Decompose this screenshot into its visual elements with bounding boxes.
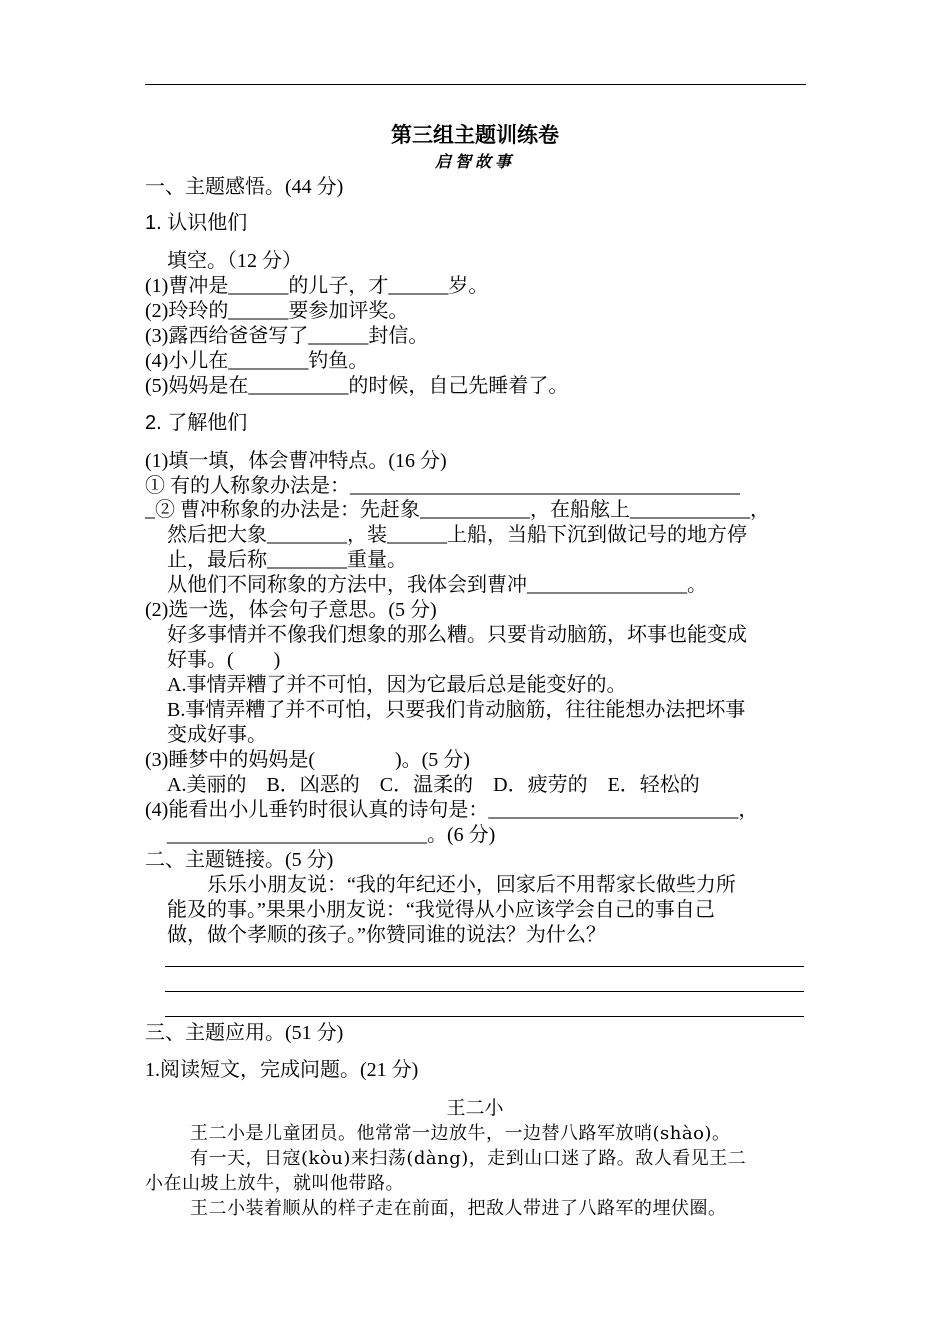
q2-option-a: A.事情弄糟了并不可怕，因为它最后总是能变好的。 [167, 674, 627, 696]
q2-part3-options: A.美丽的 B．凶恶的 C．温柔的 D．疲劳的 E．轻松的 [167, 774, 700, 796]
page-title: 第三组主题训练卷 [391, 124, 559, 147]
q2-part4-line: (4)能看出小儿垂钓时很认真的诗句是：_________________________， [145, 799, 759, 821]
q1-item: (5)妈妈是在__________的时候，自己先睡着了。 [145, 375, 569, 397]
story-paragraph: 王二小装着顺从的样子走在前面，把敌人带进了八路军的埋伏圈。 [190, 1198, 727, 1219]
q2-part1-line: 从他们不同称象的方法中，我体会到曹冲________________。 [167, 574, 707, 596]
q2-part3-title: (3)睡梦中的妈妈是( )。(5 分) [145, 749, 470, 771]
story-paragraph: 王二小是儿童团员。他常常一边放牛，一边替八路军放哨(shào)。 [190, 1123, 731, 1144]
answer-line[interactable] [165, 991, 804, 992]
q2-part4-line: __________________________。(6 分) [167, 824, 496, 846]
q2-part1-line: ① 有的人称象办法是：_______________________________________ [145, 475, 740, 497]
story-paragraph: 有一天，日寇(kòu)来扫荡(dàng)，走到山口迷了路。敌人看见王二 [190, 1148, 747, 1169]
page-subtitle: 启智故事 [434, 152, 515, 171]
q2-part1-title: (1)填一填，体会曹冲特点。(16 分) [145, 450, 447, 472]
q1-heading: 1. 认识他们 [145, 212, 248, 234]
q2-part2-line: 好事。( ) [167, 649, 281, 671]
section3-q1: 1.阅读短文，完成问题。(21 分) [145, 1059, 419, 1081]
q2-option-b: 变成好事。 [167, 724, 267, 746]
section2-paragraph: 能及的事。”果果小朋友说：“我觉得从小应该学会自己的事自己 [167, 899, 715, 921]
top-rule [145, 84, 806, 85]
q1-item: (4)小儿在________钓鱼。 [145, 350, 369, 372]
section1-heading: 一、主题感悟。(44 分) [145, 176, 344, 198]
q1-item: (2)玲玲的______要参加评奖。 [145, 300, 409, 322]
story-paragraph: 小在山坡上放牛，就叫他带路。 [145, 1173, 404, 1194]
section2-paragraph: 乐乐小朋友说：“我的年纪还小，回家后不用帮家长做些力所 [207, 874, 736, 896]
q1-intro: 填空。（12 分） [167, 250, 302, 272]
answer-line[interactable] [165, 966, 804, 967]
q2-part1-line: 然后把大象________，装______上船，当船下沉到做记号的地方停 [167, 524, 747, 546]
q1-item: (3)露西给爸爸写了______封信。 [145, 325, 429, 347]
q2-heading: 2. 了解他们 [145, 412, 248, 434]
q2-part2-title: (2)选一选，体会句子意思。(5 分) [145, 599, 437, 621]
section3-heading: 三、主题应用。(51 分) [145, 1022, 344, 1044]
section2-paragraph: 做，做个孝顺的孩子。”你赞同谁的说法？为什么？ [167, 924, 606, 946]
q2-part2-line: 好多事情并不像我们想象的那么糟。只要肯动脑筋，坏事也能变成 [167, 624, 747, 646]
q1-item: (1)曹冲是______的儿子，才______岁。 [145, 275, 489, 297]
q2-option-b: B.事情弄糟了并不可怕，只要我们肯动脑筋，往往能想办法把坏事 [167, 699, 746, 721]
section2-heading: 二、主题链接。(5 分) [145, 849, 334, 871]
q2-part1-line: 止，最后称________重量。 [167, 549, 407, 571]
story-title: 王二小 [446, 1098, 504, 1119]
answer-line[interactable] [165, 1016, 804, 1017]
q2-part1-line: _② 曹冲称象的办法是：先赶象___________，在船舷上____________， [145, 499, 770, 521]
